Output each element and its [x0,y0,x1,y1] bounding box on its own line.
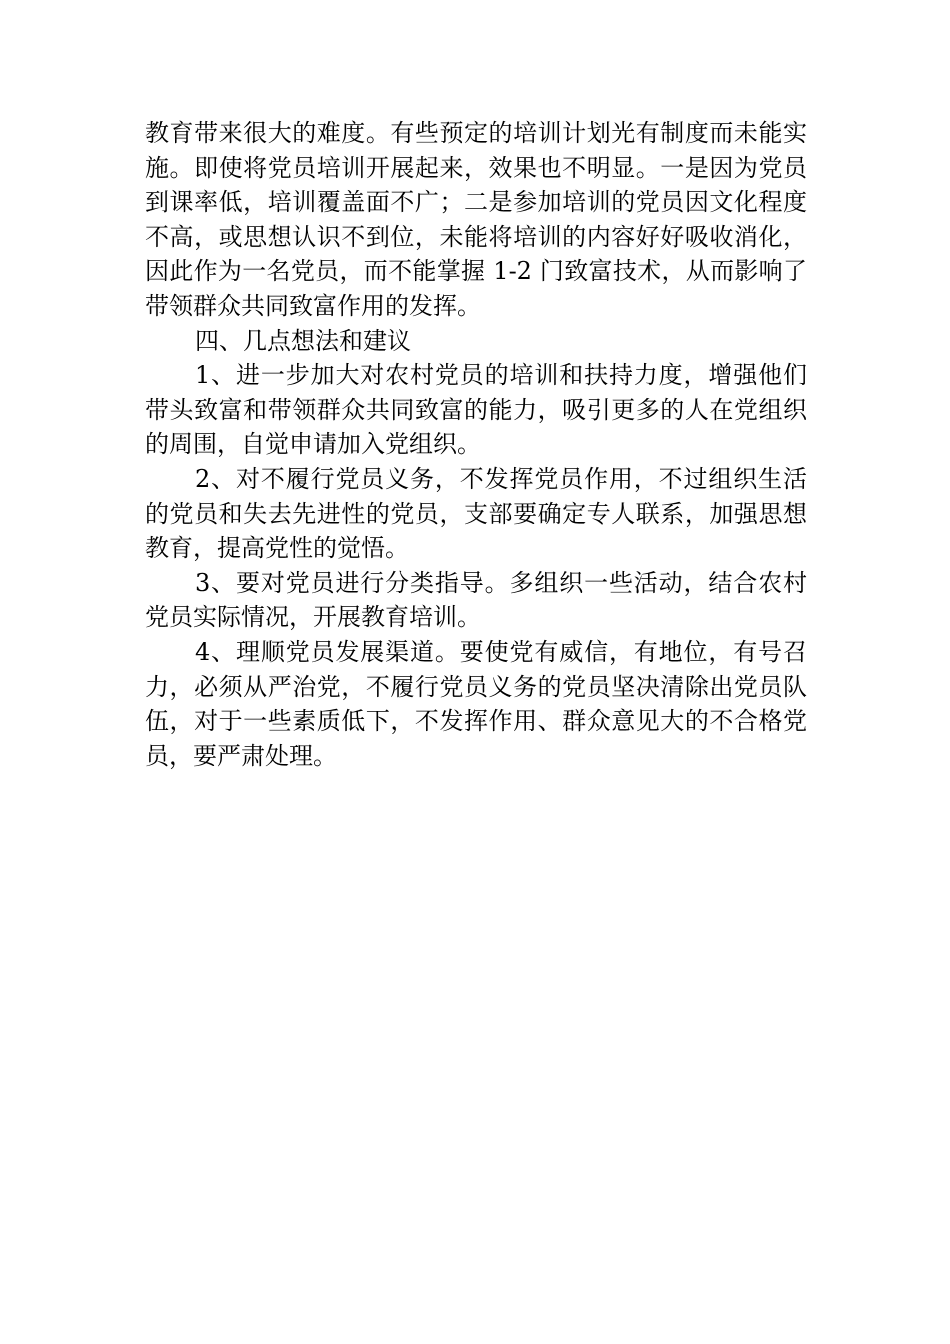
section-heading: 四、几点想法和建议 [195,326,411,355]
suggestion-4: 4、理顺党员发展渠道。要使党有威信，有地位，有号召力，必须从严治党，不履行党员义务的党员坚决清除出党员队伍，对于一些素质低下，不发挥作用、群众意见大的不合格党员，要严肃处理。 [145,637,807,770]
suggestion-2: 2、对不履行党员义务，不发挥党员作用，不过组织生活的党员和失去先进性的党员，支部要确定专人联系，加强思想教育，提高党性的觉悟。 [145,464,807,563]
suggestion-1: 1、进一步加大对农村党员的培训和扶持力度，增强他们带头致富和带领群众共同致富的能力，吸引更多的人在党组织的周围，自觉申请加入党组织。 [145,361,807,459]
paragraph-continuation: 教育带来很大的难度。有些预定的培训计划光有制度而未能实施。即使将党员培训开展起来，效果也不明显。一是因为党员到课率低，培训覆盖面不广；二是参加培训的党员因文化程度不高，或思想认识不到位，未能将培训的内容好好吸收消化，因此作为一名党员，而不能掌握 1-2 门致富技术，从而影响了带领群众共同致富作用的发挥。 [145,119,807,320]
document-body [145,116,807,773]
suggestion-3: 3、要对党员进行分类指导。多组织一些活动，结合农村党员实际情况，开展教育培训。 [145,568,807,632]
